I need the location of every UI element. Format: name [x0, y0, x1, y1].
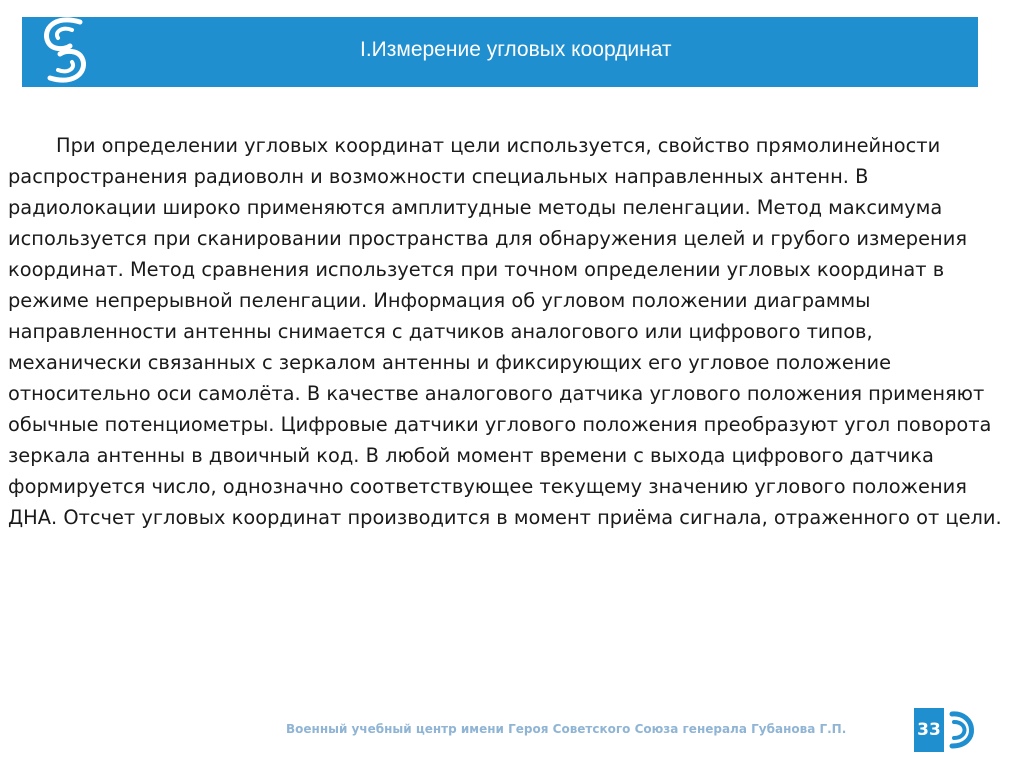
logo-icon: [946, 708, 978, 752]
slide-title: I.Измерение угловых координат: [360, 38, 672, 61]
page-number: 33: [914, 708, 944, 752]
footer-text: Военный учебный центр имени Героя Советского Союза генерала Губанова Г.П.: [286, 722, 847, 736]
body-paragraph: При определении угловых координат цели используется, свойство прямолинейности распространения радиоволн и возможности специальных направленных антенн. В радиолокации широко применяются амплитудные методы пеленгации. Метод максимума используется при сканировании пространства для обнаружения целей и грубого измерения координат. Метод сравнения используется при точном определении угловых координат в режиме непрерывной пеленгации. Информация об угловом положении диаграммы направленности антенны снимается с датчиков аналогового или цифрового типов, механически связанных с зеркалом антенны и фиксирующих его угловое положение относительно оси самолёта. В качестве аналогового датчика углового положения применяют обычные потенциометры. Цифровые датчики углового положения преобразуют угол поворота зеркала антенны в двоичный код. В любой момент времени с выхода цифрового датчика формируется число, однозначно соответствующее текущему значению углового положения ДНА. Отсчет угловых координат производится в момент приёма сигнала, отраженного от цели.: [8, 134, 1002, 529]
logo-icon: [40, 16, 90, 84]
